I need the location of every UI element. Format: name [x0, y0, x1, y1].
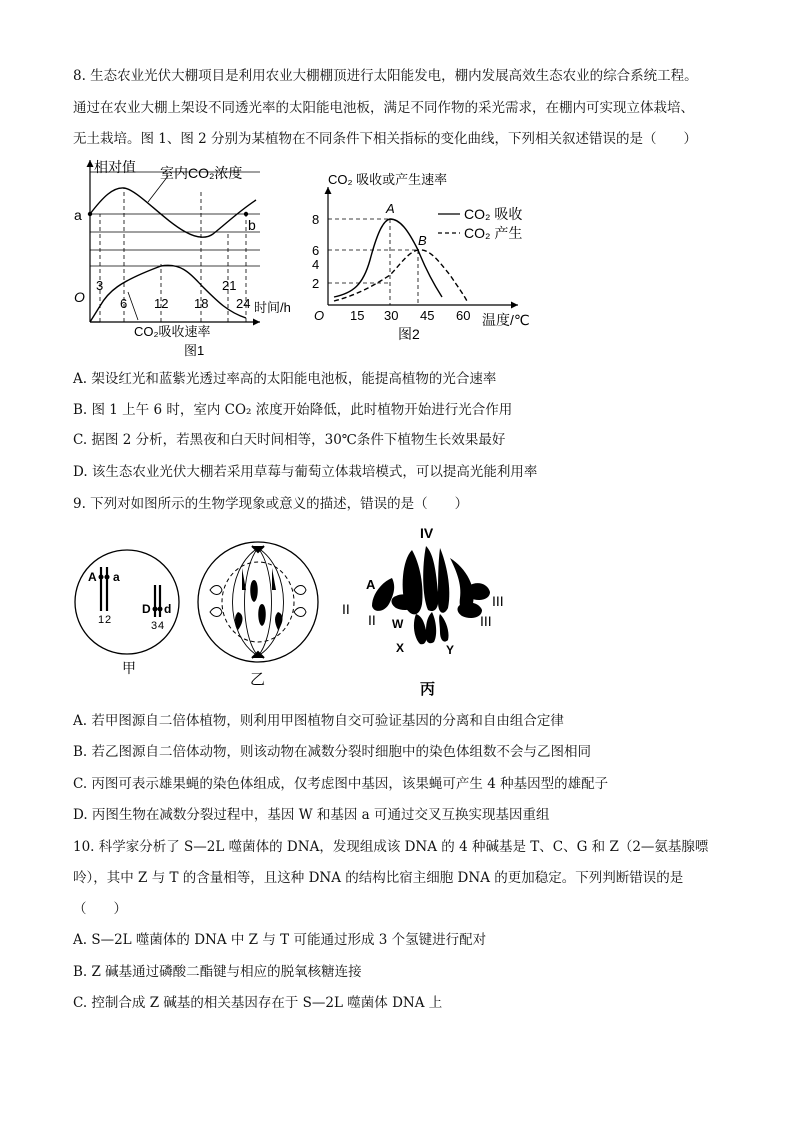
yi-cell [198, 542, 318, 662]
fig1-ylabel: 相对值 [94, 159, 136, 175]
jia-label-a: a [113, 570, 120, 584]
figure-bing [336, 524, 526, 700]
figure-yi [194, 540, 324, 688]
bing-label-W: W [392, 617, 404, 631]
fig2-xlabel: 温度/℃ [482, 312, 530, 328]
jia-label-D: D [142, 602, 151, 616]
fig2-xtick-45: 45 [420, 308, 435, 323]
fig1-absorb-label: CO₂吸收速率 [134, 324, 211, 339]
q10-option-c: C. 控制合成 Z 碱基的相关基因存在于 S—2L 噬菌体 DNA 上 [73, 995, 443, 1011]
fig1-point-a: a [74, 207, 82, 223]
bing-label-II-left: II [342, 601, 350, 617]
q8-option-c: C. 据图 2 分析，若黑夜和白天时间相等，30℃条件下植物生长效果最好 [73, 432, 506, 448]
fig1-point-b: b [248, 217, 256, 233]
bing-label-X: X [396, 641, 405, 655]
yi-centrosomes [252, 546, 264, 658]
bing-chromosomes [372, 546, 490, 644]
q9-option-a: A. 若甲图源自二倍体植物，则利用甲图植物自交可验证基因的分离和自由组合定律 [73, 713, 564, 729]
figure-2 [308, 165, 548, 345]
fig2-legend-absorb: CO₂ 吸收 [464, 206, 523, 222]
q10-stem-line-2: 呤），其中 Z 与 T 的含量相等，且这种 DNA 的结构比宿主细胞 DNA 的更加稳定。下列判断错误的是 [73, 870, 684, 886]
fig2-ytick-8: 8 [312, 212, 320, 227]
fig2-origin: O [314, 308, 325, 323]
fig2-co2-produce-curve [334, 250, 468, 303]
fig1-co2-conc-label: 室内CO₂浓度 [160, 165, 243, 181]
q8-option-b: B. 图 1 上午 6 时，室内 CO₂ 浓度开始降低，此时植物开始进行光合作用 [73, 402, 513, 418]
jia-label-2: 2 [105, 614, 112, 626]
fig1-tick-21: 21 [222, 278, 237, 293]
fig2-ylabel: CO₂ 吸收或产生速率 [328, 172, 448, 187]
bing-caption: 丙 [420, 681, 436, 698]
q10-stem-line-3: （ ） [73, 901, 127, 917]
fig1-absorb-leader [128, 292, 138, 320]
yi-spindle [233, 548, 284, 656]
q8-stem-line-3: 无土栽培。图 1、图 2 分别为某植物在不同条件下相关指标的变化曲线，下列相关叙述错误的是（ ） [73, 131, 698, 147]
fig1-caption: 图1 [184, 343, 205, 358]
bing-label-A: A [366, 577, 376, 592]
figure-1 [68, 152, 308, 362]
jia-label-A: A [88, 570, 97, 584]
bing-label-III-bottom: III [480, 613, 492, 629]
yi-chromosomes [235, 568, 283, 630]
q10-option-a: A. S—2L 噬菌体的 DNA 中 Z 与 T 可能通过形成 3 个氢键进行配对 [73, 932, 487, 948]
fig1-co2-concentration-curve [90, 188, 256, 237]
q10-option-b: B. Z 碱基通过磷酸二酯键与相应的脱氧核糖连接 [73, 964, 362, 980]
fig2-legend-produce: CO₂ 产生 [464, 225, 523, 241]
yi-caption: 乙 [250, 671, 266, 688]
bing-label-Y: Y [446, 643, 455, 657]
q10-stem-line-1: 10. 科学家分析了 S—2L 噬菌体的 DNA，发现组成该 DNA 的 4 种碱基是 T、C、G 和 Z（2—氨基腺嘌 [73, 839, 709, 855]
yi-outer-chromosomes [210, 586, 306, 617]
fig2-caption: 图2 [398, 326, 420, 342]
fig2-co2-absorb-curve [334, 219, 442, 297]
q8-stem-line-2: 通过在农业大棚上架设不同透光率的太阳能电池板，满足不同作物的采光需求，在棚内可实现立体栽培、 [73, 100, 694, 116]
q8-option-a: A. 架设红光和蓝紫光透过率高的太阳能电池板，能提高植物的光合速率 [73, 371, 497, 387]
fig1-tick-6: 6 [120, 296, 128, 311]
q9-option-c: C. 丙图可表示雄果蝇的染色体组成，仅考虑图中基因，该果蝇可产生 4 种基因型的雄配子 [73, 776, 609, 792]
fig1-xlabel: 时间/h [254, 300, 291, 315]
fig1-co2-absorption-curve [90, 265, 246, 322]
bing-label-a: a [406, 599, 413, 613]
q9-option-b: B. 若乙图源自二倍体动物，则该动物在减数分裂时细胞中的染色体组数不会与乙图相同 [73, 744, 592, 760]
fig1-tick-3: 3 [96, 278, 104, 293]
fig2-xtick-60: 60 [456, 308, 471, 323]
jia-label-1: 1 [98, 614, 105, 626]
jia-caption: 甲 [122, 660, 136, 675]
bing-label-III-top: III [492, 593, 504, 609]
fig2-ytick-2: 2 [312, 276, 320, 291]
fig1-gridlines [90, 172, 260, 266]
jia-label-d: d [164, 602, 172, 616]
fig2-point-A: A [386, 201, 395, 216]
q8-option-d: D. 该生态农业光伏大棚若采用草莓与葡萄立体栽培模式，可以提高光能利用率 [73, 464, 538, 480]
fig1-origin: O [74, 289, 85, 305]
fig1-tick-24: 24 [236, 296, 251, 311]
q8-stem-line-1: 8. 生态农业光伏大棚项目是利用农业大棚棚顶进行太阳能发电，棚内发展高效生态农业的综合系统工程。 [73, 68, 698, 84]
fig1-tick-18: 18 [194, 296, 209, 311]
fig1-tick-12: 12 [154, 296, 169, 311]
fig2-xtick-15: 15 [350, 308, 365, 323]
jia-label-3: 3 [151, 620, 158, 632]
fig2-guides [328, 219, 418, 305]
fig2-ytick-4: 4 [312, 257, 320, 272]
jia-label-4: 4 [158, 620, 165, 632]
bing-label-II-inner: II [368, 612, 376, 628]
fig2-xtick-30: 30 [384, 308, 399, 323]
q9-stem: 9. 下列对如图所示的生物学现象或意义的描述，错误的是（ ） [73, 496, 469, 512]
q9-option-d: D. 丙图生物在减数分裂过程中，基因 W 和基因 a 可通过交叉互换实现基因重组 [73, 807, 550, 823]
bing-label-IV: IV [420, 525, 434, 541]
fig2-point-B: B [418, 233, 427, 248]
figure-jia [72, 545, 182, 675]
fig2-ytick-6: 6 [312, 243, 320, 258]
